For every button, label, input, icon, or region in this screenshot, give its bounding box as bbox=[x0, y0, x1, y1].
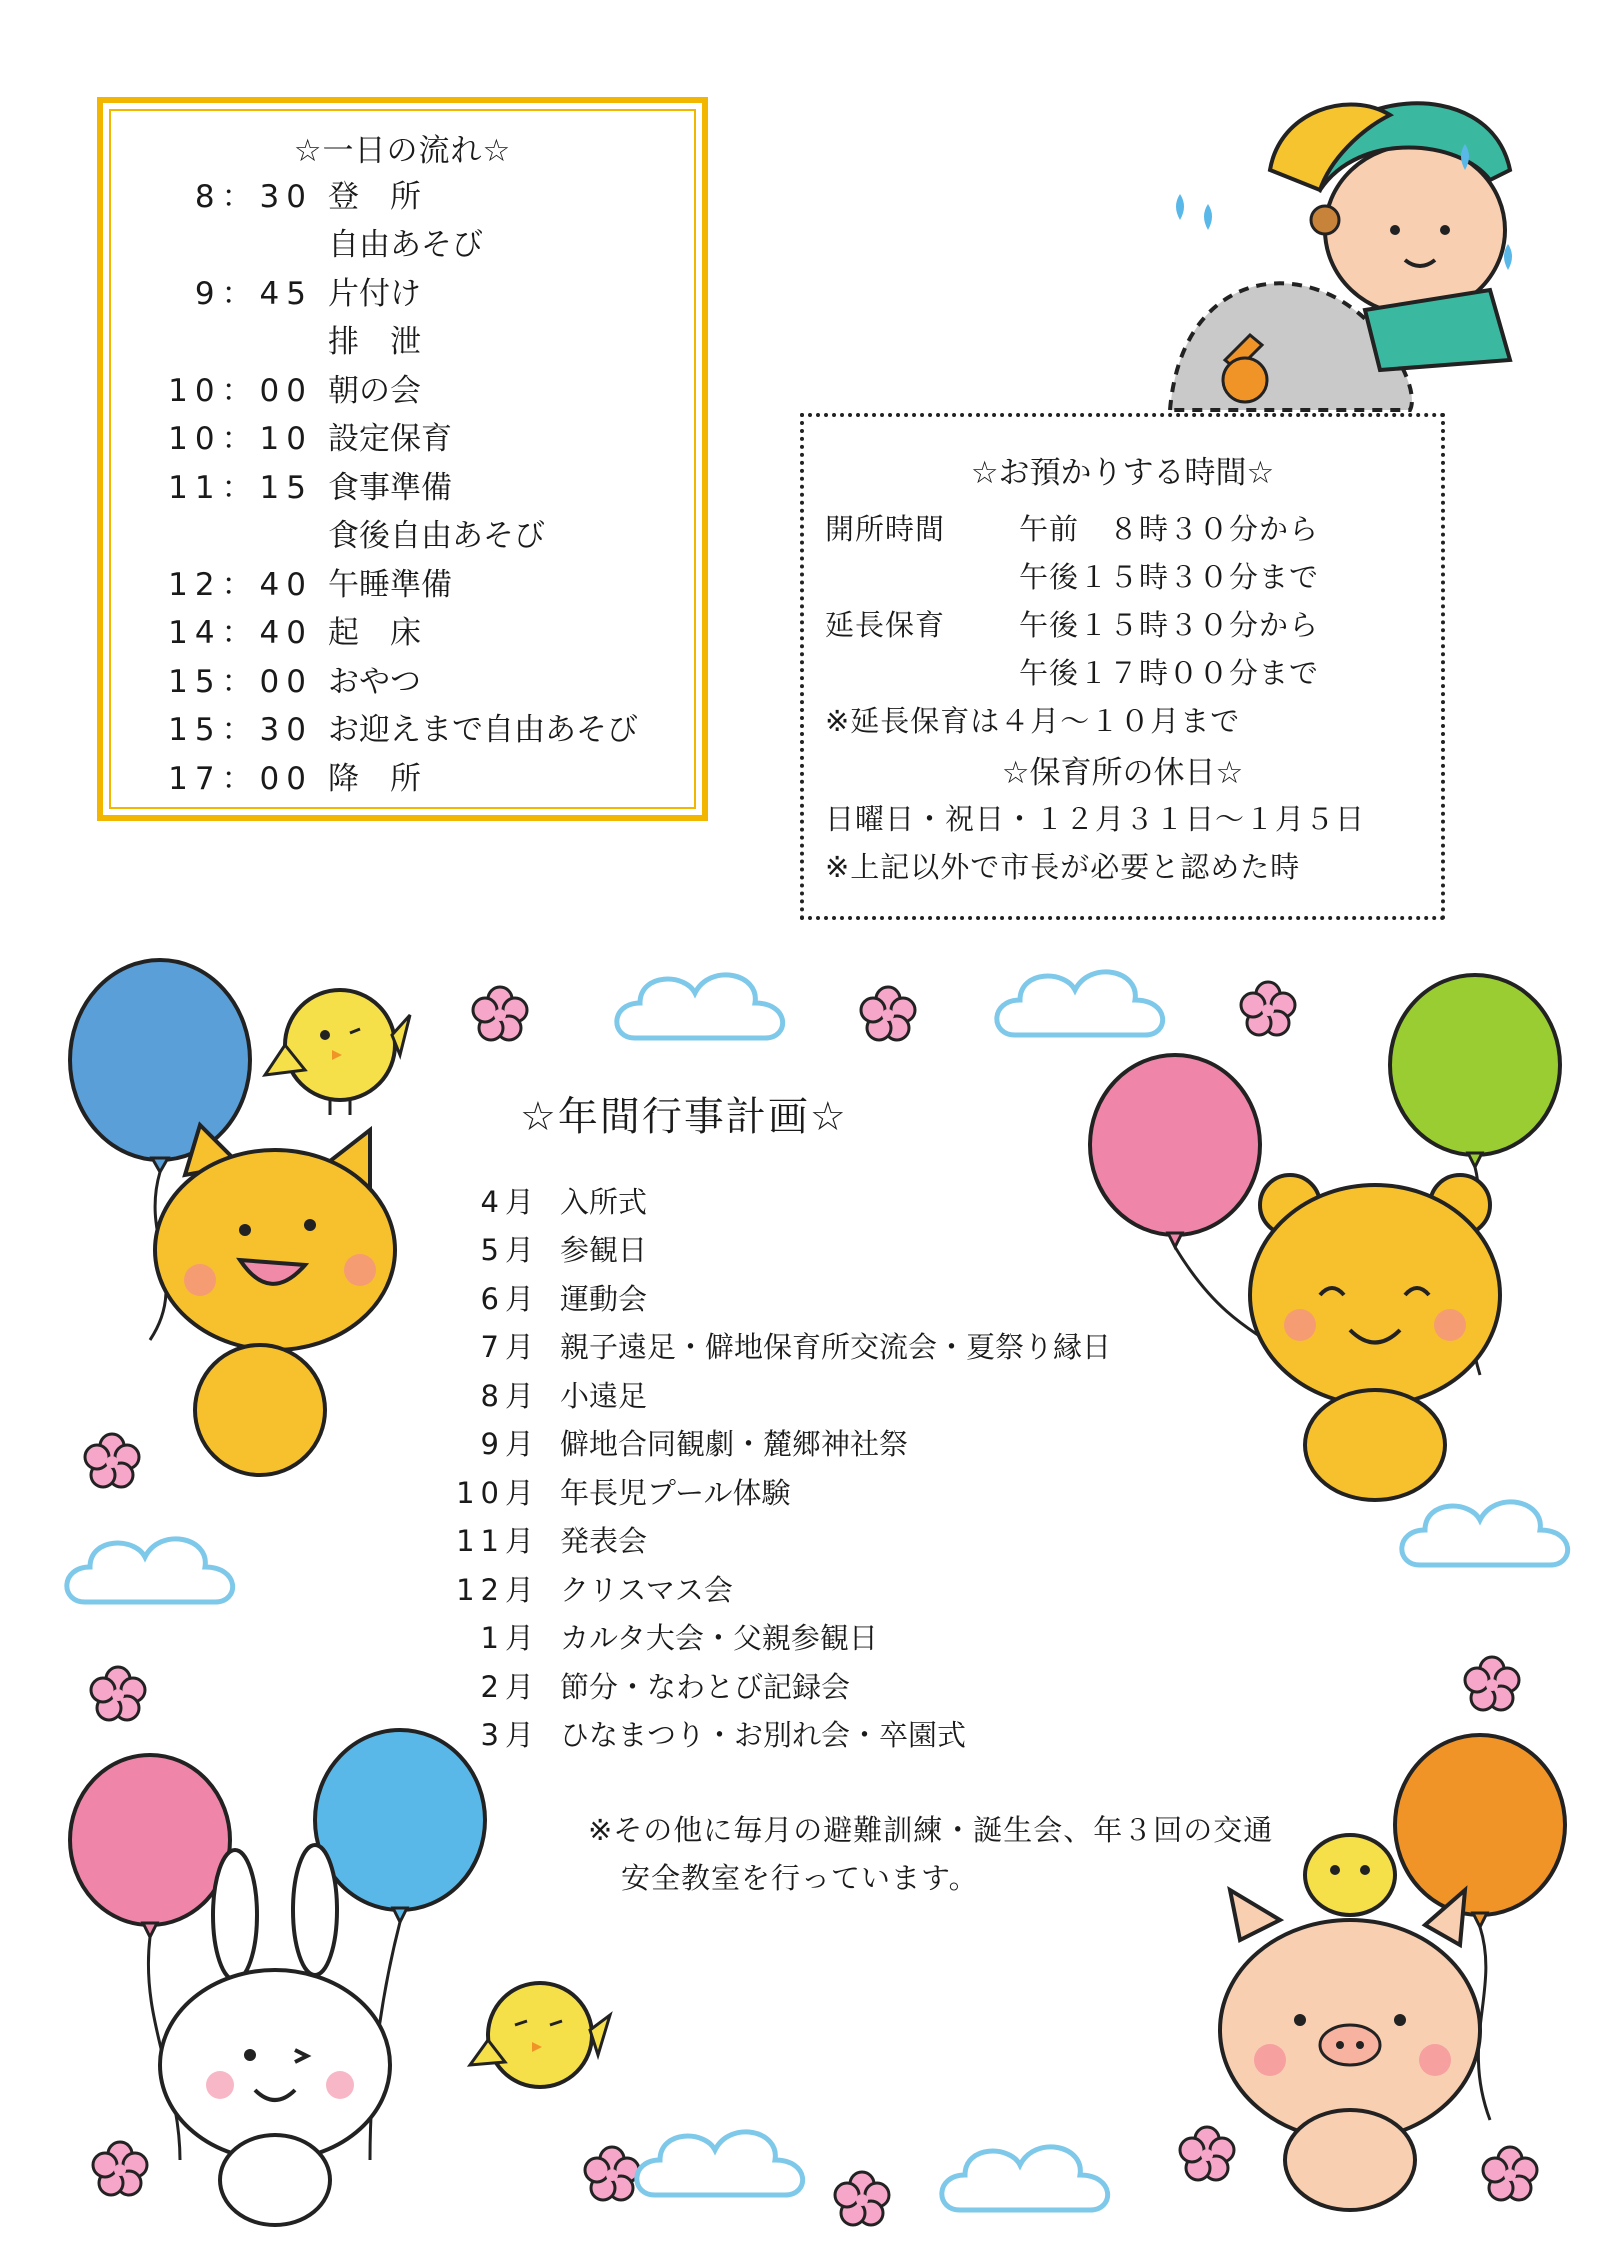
daily-schedule-activity: 降 所 bbox=[328, 760, 421, 797]
annual-plan-title: ☆年間行事計画☆ bbox=[520, 1094, 848, 1140]
annual-plan-month: 6月 bbox=[480, 1281, 540, 1316]
annual-plan-event: 発表会 bbox=[560, 1524, 648, 1558]
daily-schedule-time: 15：30 bbox=[168, 712, 313, 748]
daily-schedule-time: 11：15 bbox=[168, 469, 313, 506]
annual-plan-note-line-1: ※その他に毎月の避難訓練・誕生会、年３回の交通 bbox=[588, 1813, 1274, 1847]
extended-care-from: 午後１５時３０分から bbox=[1019, 608, 1320, 642]
annual-plan-month: 4月 bbox=[480, 1184, 540, 1219]
holiday-note: ※上記以外で市長が必要と認めた時 bbox=[825, 850, 1301, 884]
open-hours-label: 開所時間 bbox=[825, 512, 946, 546]
annual-plan-event: 親子遠足・僻地保育所交流会・夏祭り縁日 bbox=[560, 1330, 1112, 1364]
annual-plan-event: 年長児プール体験 bbox=[560, 1475, 791, 1510]
annual-plan-event: クリスマス会 bbox=[560, 1572, 733, 1607]
daily-schedule-time: 10：10 bbox=[168, 421, 313, 457]
daily-schedule-time: 8：30 bbox=[194, 178, 313, 215]
holiday-days: 日曜日・祝日・１２月３１日～１月５日 bbox=[825, 802, 1366, 836]
annual-plan-month: 8月 bbox=[480, 1378, 540, 1413]
daily-schedule-time: 10：00 bbox=[168, 372, 313, 409]
daily-schedule-activity: 食事準備 bbox=[328, 469, 452, 506]
open-hours-to: 午後１５時３０分まで bbox=[1019, 560, 1320, 594]
annual-plan-month: 2月 bbox=[480, 1669, 540, 1704]
annual-plan-event: ひなまつり・お別れ会・卒園式 bbox=[560, 1718, 967, 1752]
daily-schedule-activity: お迎えまで自由あそび bbox=[328, 712, 638, 748]
daily-schedule-time: 14：40 bbox=[168, 615, 313, 651]
daily-schedule-activity: 自由あそび bbox=[328, 227, 483, 263]
daily-schedule-activity: 登 所 bbox=[328, 178, 421, 215]
annual-plan-event: 参観日 bbox=[560, 1233, 648, 1267]
daily-schedule-activity: 排 泄 bbox=[328, 324, 421, 360]
daily-schedule-title: ☆一日の流れ☆ bbox=[293, 133, 512, 169]
extended-care-note: ※延長保育は４月～１０月まで bbox=[825, 704, 1241, 738]
annual-plan-note-line-2: 安全教室を行っています。 bbox=[621, 1861, 979, 1895]
daily-schedule-time: 15：00 bbox=[168, 663, 313, 700]
annual-plan-event: 節分・なわとび記録会 bbox=[560, 1669, 851, 1704]
annual-plan-event: カルタ大会・父親参観日 bbox=[560, 1621, 878, 1655]
annual-plan-month: 1月 bbox=[480, 1621, 540, 1655]
extended-care-to: 午後１７時００分まで bbox=[1019, 656, 1320, 690]
annual-plan-month: 7月 bbox=[480, 1330, 540, 1364]
daily-schedule-time: 17：00 bbox=[168, 760, 313, 797]
daily-schedule-activity: おやつ bbox=[328, 663, 421, 700]
holiday-title: ☆保育所の休日☆ bbox=[1001, 755, 1244, 791]
annual-plan-event: 小遠足 bbox=[560, 1378, 648, 1413]
annual-plan-month: 5月 bbox=[480, 1233, 540, 1267]
daily-schedule-time: 9：45 bbox=[194, 275, 313, 312]
daily-schedule-activity: 食後自由あそび bbox=[328, 518, 545, 554]
annual-plan-event: 入所式 bbox=[560, 1184, 648, 1219]
extended-care-label: 延長保育 bbox=[825, 608, 946, 642]
annual-plan-month: 10月 bbox=[456, 1475, 540, 1510]
daily-schedule-activity: 片付け bbox=[328, 275, 421, 312]
daily-schedule-activity: 設定保育 bbox=[328, 421, 452, 457]
daily-schedule-activity: 朝の会 bbox=[328, 372, 421, 409]
annual-plan-month: 3月 bbox=[480, 1718, 540, 1752]
annual-plan-month: 9月 bbox=[480, 1427, 540, 1461]
open-hours-from: 午前 ８時３０分から bbox=[1019, 512, 1320, 546]
annual-plan-month: 12月 bbox=[456, 1572, 540, 1607]
annual-plan-month: 11月 bbox=[456, 1524, 540, 1558]
care-hours-title: ☆お預かりする時間☆ bbox=[970, 455, 1275, 491]
daily-schedule-activity: 午睡準備 bbox=[328, 566, 452, 603]
annual-plan-event: 運動会 bbox=[560, 1281, 648, 1316]
daily-schedule-time: 12：40 bbox=[168, 566, 313, 603]
annual-plan-event: 僻地合同観劇・麓郷神社祭 bbox=[560, 1427, 909, 1461]
daily-schedule-activity: 起 床 bbox=[328, 615, 421, 651]
